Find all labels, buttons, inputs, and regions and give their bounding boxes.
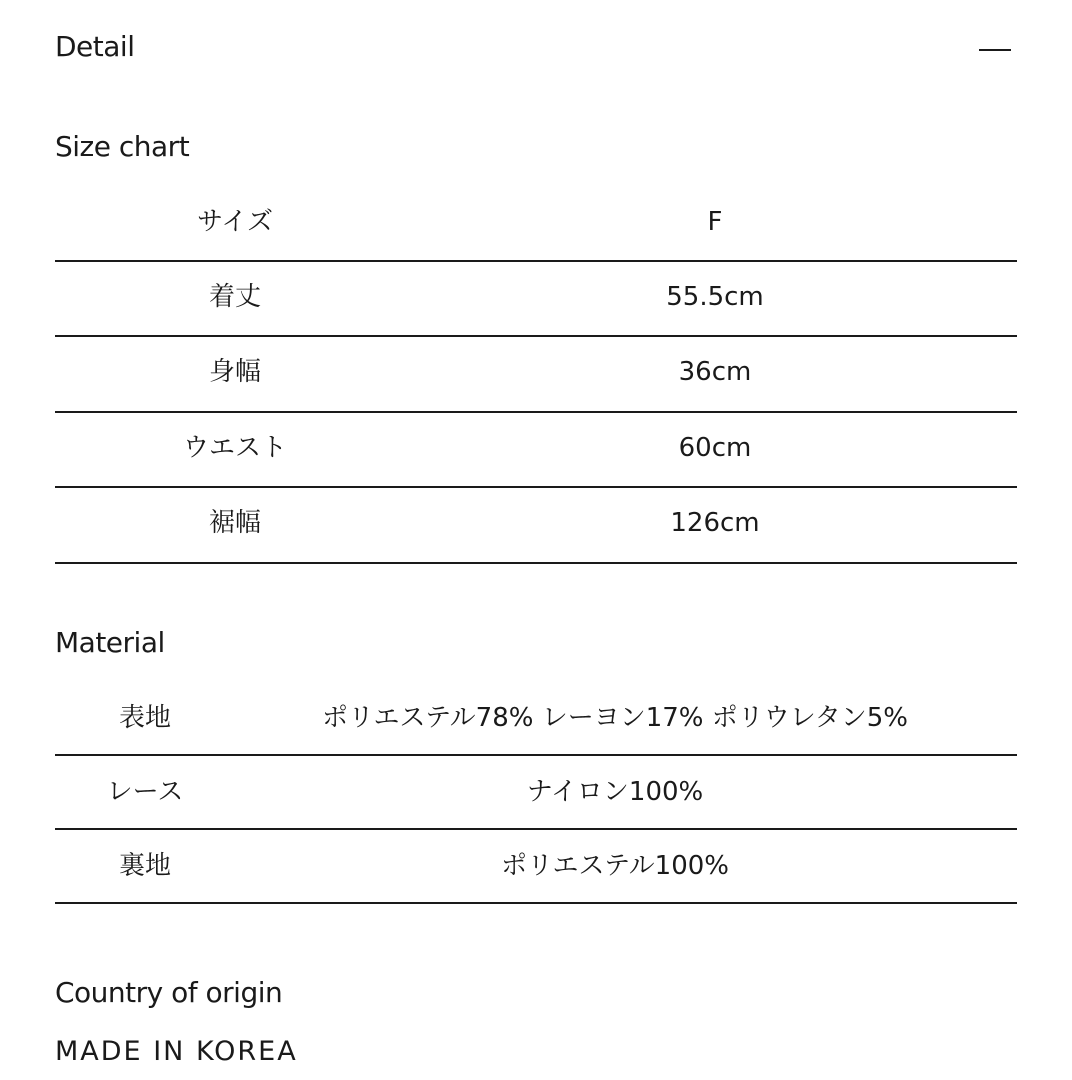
product-detail-panel xyxy=(55,0,1017,1080)
size-row-label: 裾幅 xyxy=(208,508,261,538)
material-title: Material xyxy=(55,626,165,659)
table-row xyxy=(55,411,1017,487)
size-row-label: 着丈 xyxy=(208,281,261,312)
origin-value: MADE IN KOREA xyxy=(55,1036,298,1067)
origin-title: Country of origin xyxy=(55,976,283,1009)
size-chart-title: Size chart xyxy=(55,130,190,163)
size-row-value: 36cm xyxy=(678,357,752,387)
material-row-label: 裏地 xyxy=(118,851,171,881)
size-row-value: 55.5cm xyxy=(666,281,764,312)
detail-title: Detail xyxy=(55,30,135,63)
table-row xyxy=(55,754,1017,828)
size-header-value: F xyxy=(707,207,723,237)
size-row-label: ウエスト xyxy=(182,432,287,463)
size-header-label: サイズ xyxy=(197,207,273,237)
material-row-value: ナイロン100% xyxy=(526,777,704,807)
material-row-label: 表地 xyxy=(118,703,171,733)
size-chart-header-row xyxy=(55,186,1017,260)
size-row-value: 126cm xyxy=(670,508,760,538)
minus-icon xyxy=(979,49,1011,51)
material-row-value: ポリエステル78% レーヨン17% ポリウレタン5% xyxy=(322,703,908,733)
detail-accordion-header[interactable] xyxy=(55,28,1017,72)
material-table xyxy=(55,682,1017,904)
size-row-value: 60cm xyxy=(678,432,752,463)
size-row-label: 身幅 xyxy=(208,357,261,387)
size-chart-table xyxy=(55,186,1017,564)
table-row xyxy=(55,682,1017,754)
table-row xyxy=(55,260,1017,336)
table-row xyxy=(55,335,1017,411)
material-row-value: ポリエステル100% xyxy=(501,851,729,881)
material-row-label: レース xyxy=(106,777,184,807)
table-row xyxy=(55,828,1017,904)
collapse-button[interactable] xyxy=(977,28,1013,72)
table-row xyxy=(55,486,1017,564)
